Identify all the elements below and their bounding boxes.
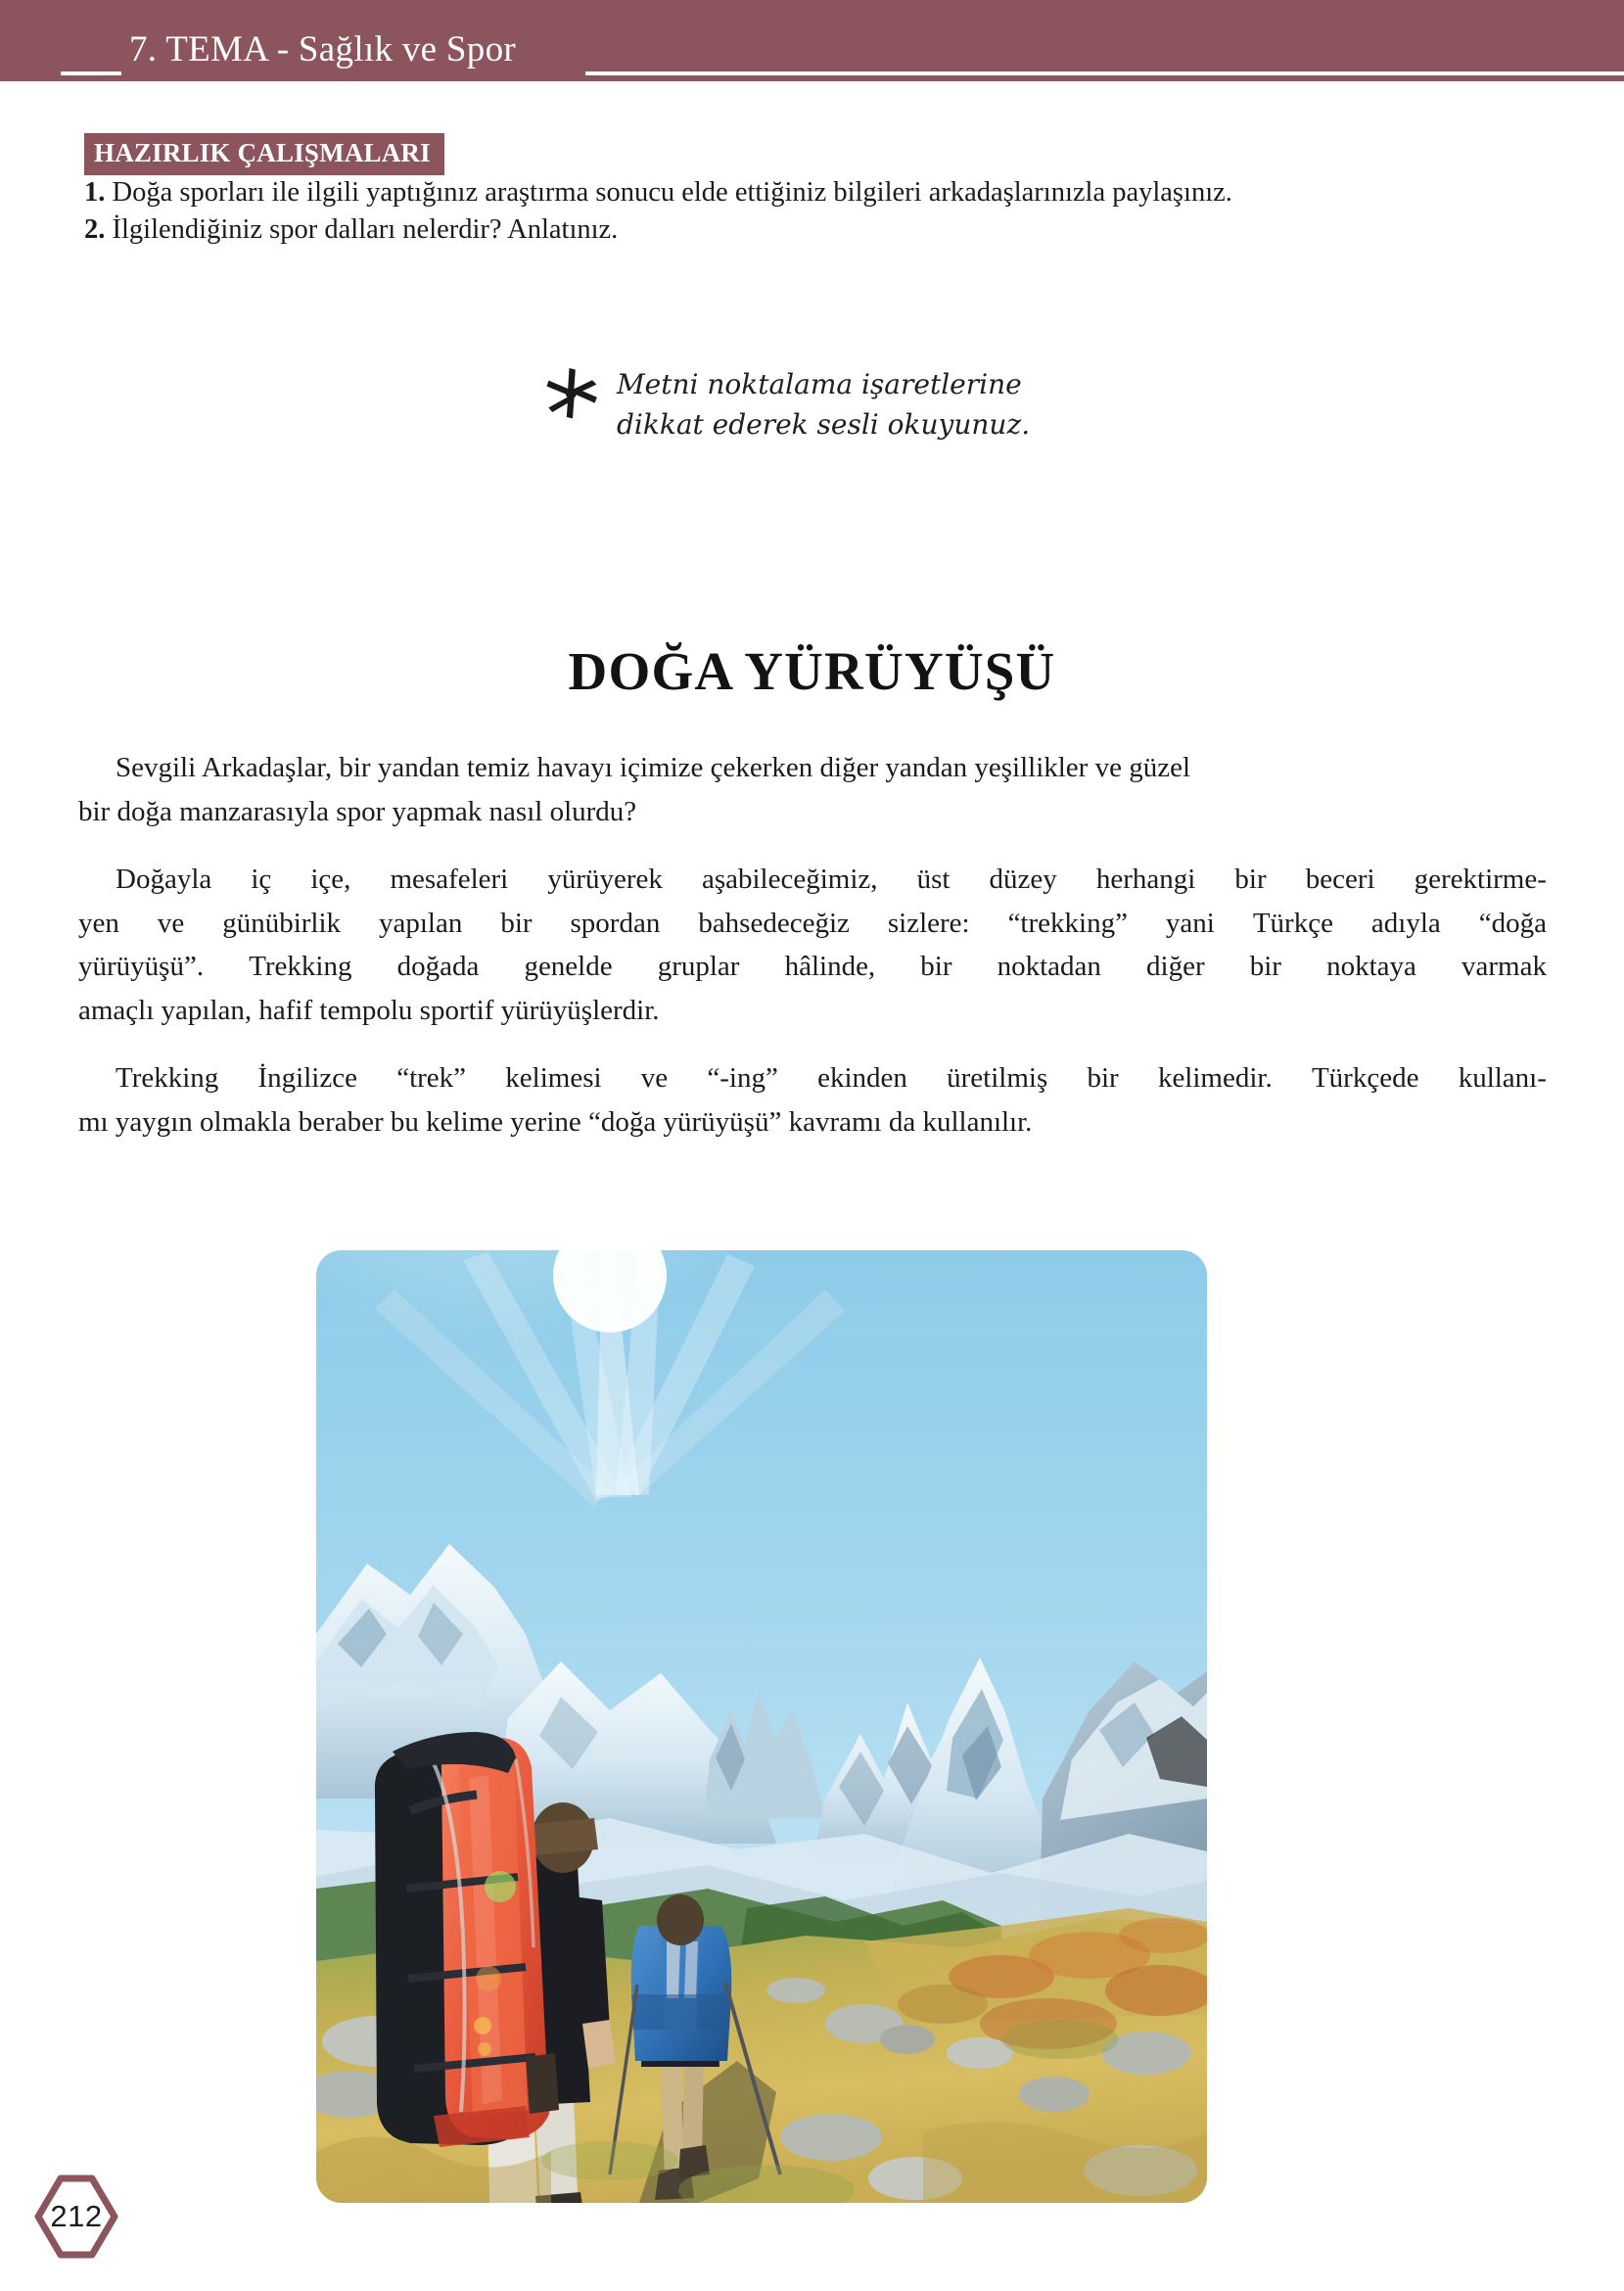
page-number-badge <box>31 2172 121 2262</box>
header-rule-left <box>61 71 121 75</box>
preparation-heading: HAZIRLIK ÇALIŞMALARI <box>84 133 444 175</box>
asterisk-icon <box>544 366 599 427</box>
theme-title: 7. TEMA - Sağlık ve Spor <box>129 29 517 70</box>
paragraph <box>78 1056 1547 1144</box>
note-line-2: dikkat ederek sesli okuyunuz. <box>617 408 1031 441</box>
preparation-question-list <box>84 174 1543 249</box>
list-item-number: 2. <box>84 214 106 245</box>
header-rule-right <box>585 71 1624 75</box>
text-line: amaçlı yapılan, hafif tempolu sportif yürüyüşlerdir. <box>78 994 660 1026</box>
list-item-number: 1. <box>84 177 106 208</box>
note-line-1: Metni noktalama işaretlerine <box>617 368 1022 400</box>
text-line: Trekking İngilizce “trek” kelimesi ve “-ing” ekinden üretilmiş bir kelimedir. Türkçede kullanı- <box>116 1062 1547 1094</box>
text-line: yen ve günübirlik yapılan bir spordan bahsedeceğiz sizlere: “trekking” yani Türkçe adıyla “doğa <box>78 907 1547 939</box>
list-item-text: İlgilendiğiniz spor dalları nelerdir? Anlatınız. <box>112 214 619 245</box>
list-item <box>84 174 1543 211</box>
hiking-photograph <box>316 1250 1207 2203</box>
text-line: bir doğa manzarasıyla spor yapmak nasıl olurdu? <box>78 795 637 827</box>
list-item <box>84 211 1543 249</box>
page-title: DOĞA YÜRÜYÜŞÜ <box>568 641 1056 701</box>
theme-header-band <box>0 0 1624 81</box>
page-number: 212 <box>50 2199 103 2233</box>
paragraph <box>78 858 1547 1032</box>
text-line: Doğayla iç içe, mesafeleri yürüyerek aşabileceğimiz, üst düzey herhangi bir beceri gerektirme- <box>116 864 1547 895</box>
text-line: mı yaygın olmakla beraber bu kelime yerine “doğa yürüyüşü” kavramı da kullanılır. <box>78 1105 1033 1138</box>
reading-body <box>78 746 1547 1168</box>
list-item-text: Doğa sporları ile ilgili yaptığınız araştırma sonucu elde ettiğiniz bilgileri arkadaşlarınızla paylaşınız. <box>112 177 1232 208</box>
text-line: Sevgili Arkadaşlar, bir yandan temiz havayı içimize çekerken diğer yandan yeşillikler ve güzel <box>116 752 1191 783</box>
reading-instruction-note <box>544 364 1030 444</box>
paragraph <box>78 746 1547 833</box>
text-line: yürüyüşü”. Trekking doğada genelde gruplar hâlinde, bir noktadan diğer bir noktaya varmak <box>78 951 1547 982</box>
note-text <box>617 364 1030 444</box>
